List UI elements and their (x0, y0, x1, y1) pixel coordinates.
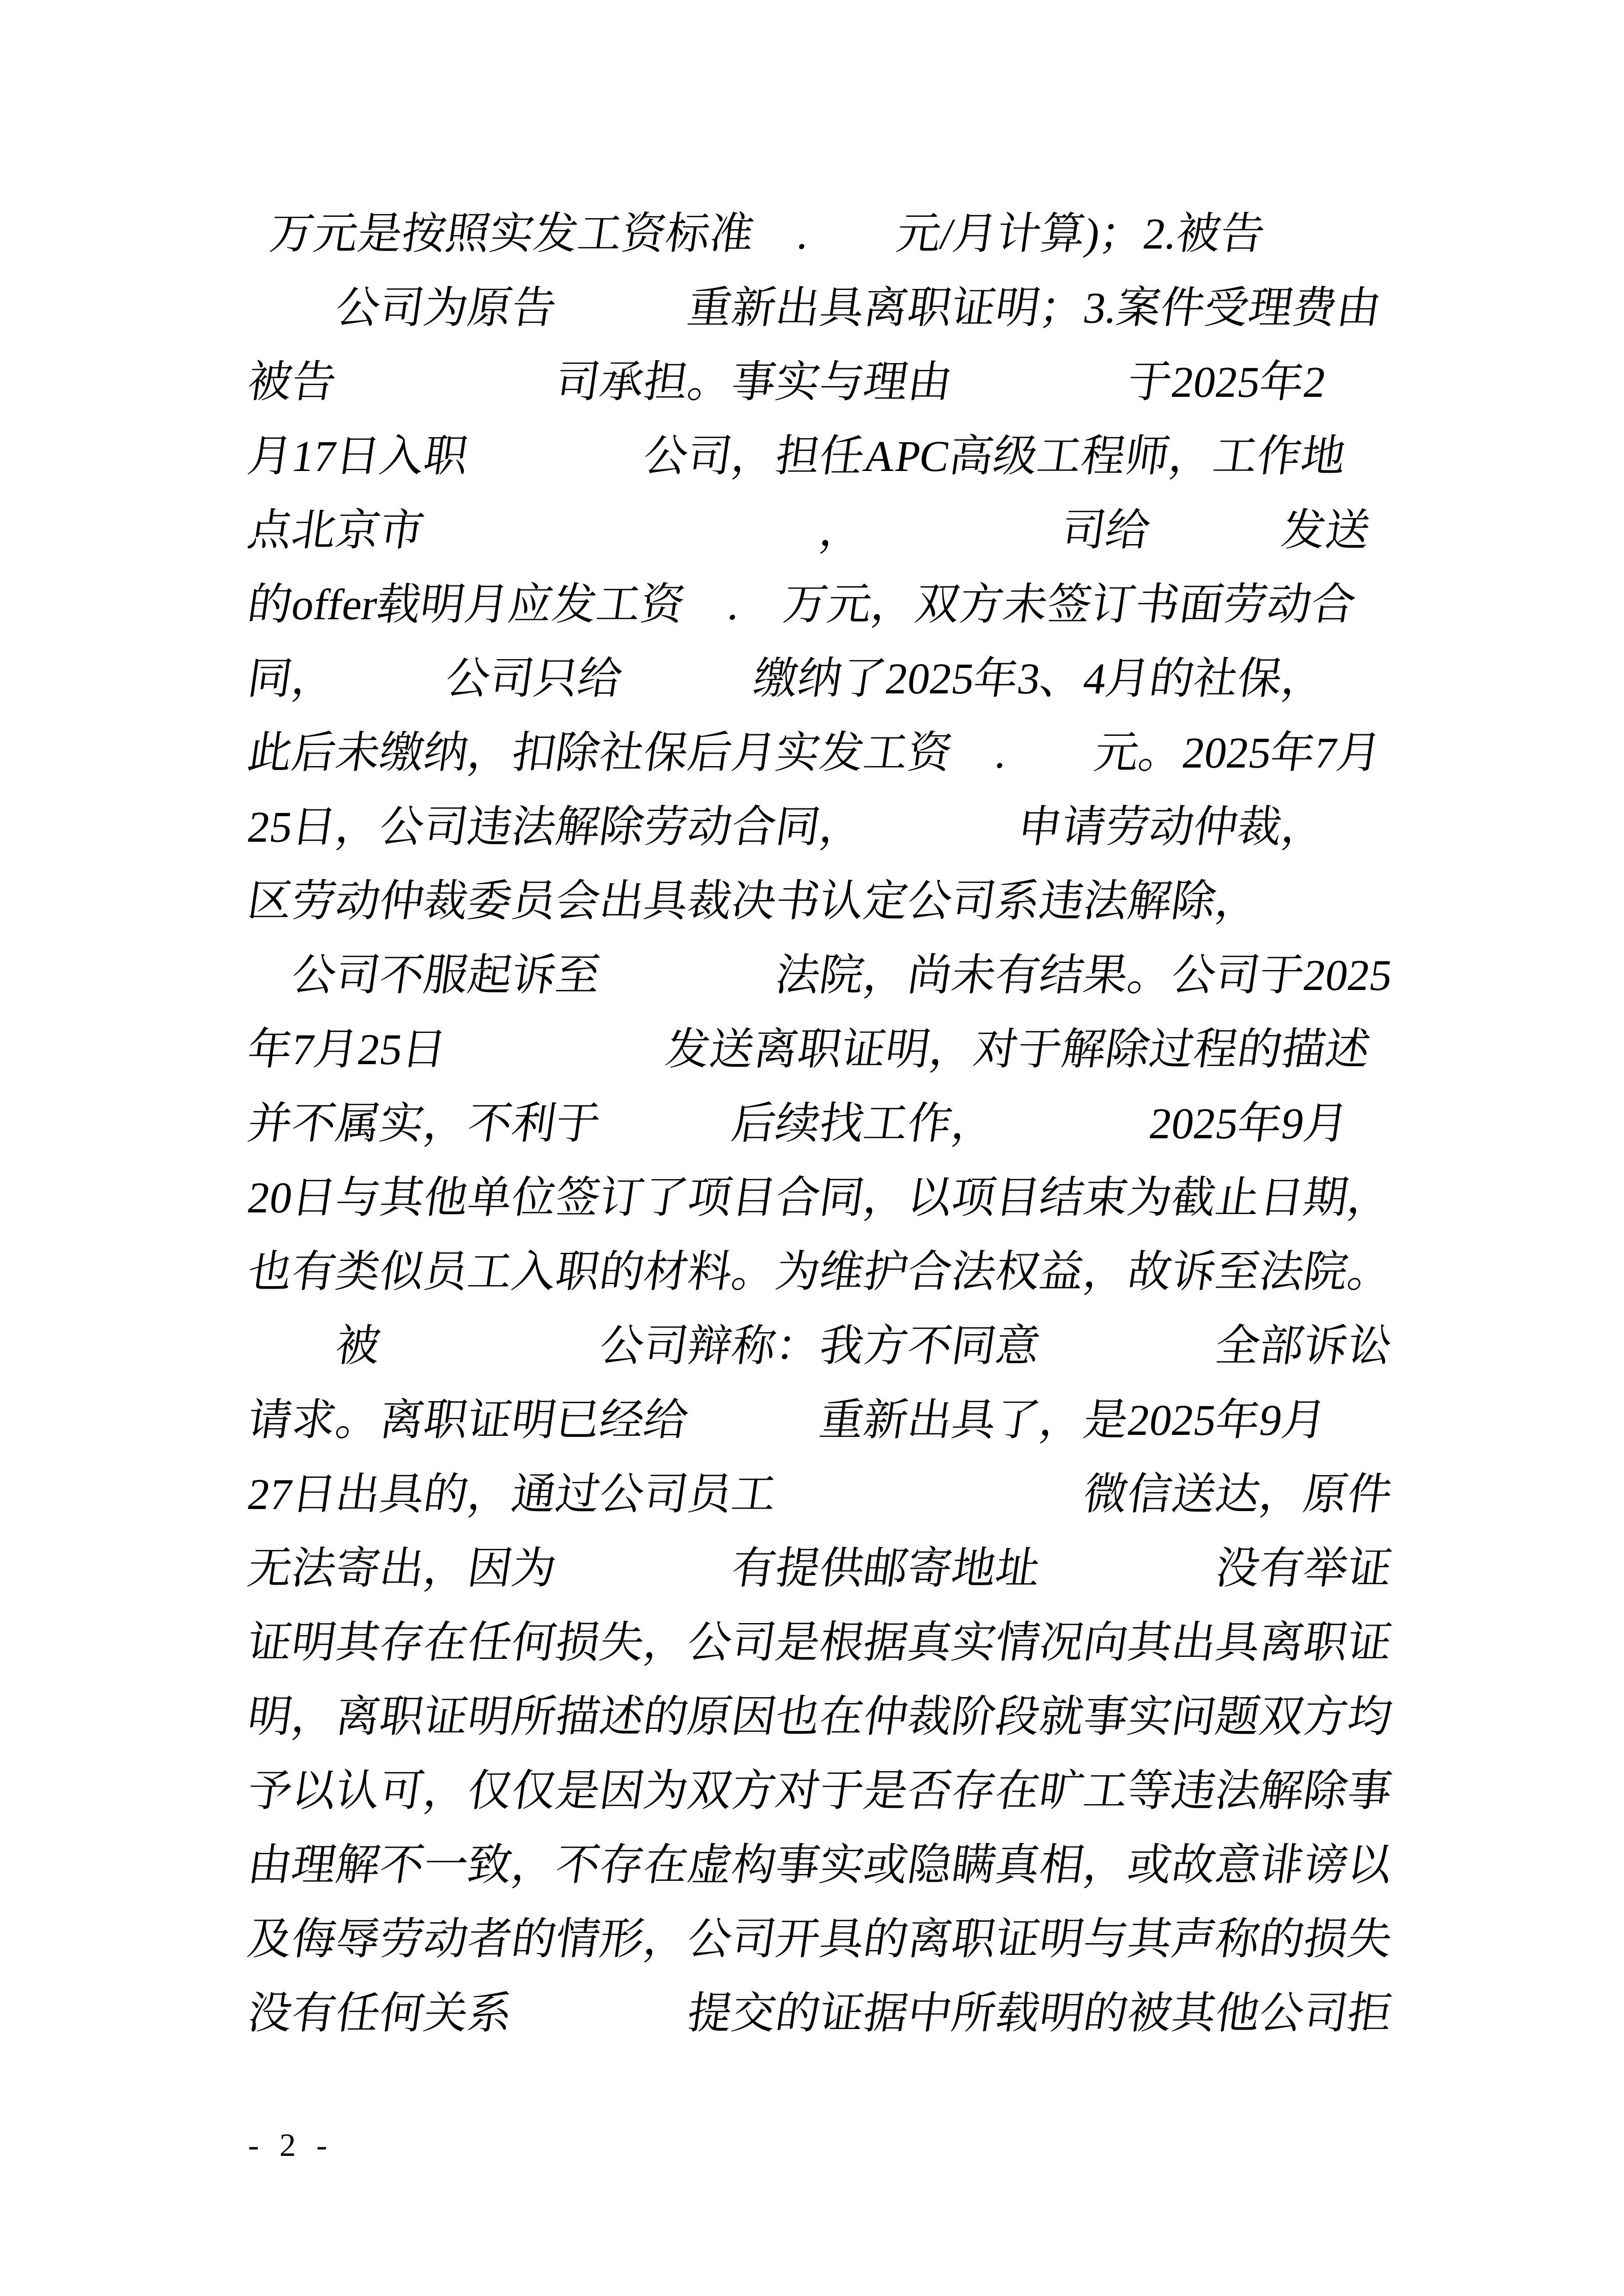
document-line: 及侮辱劳动者的情形，公司开具的离职证明与其声称的损失 (244, 1915, 1395, 1964)
page-number-footer: - 2 - (248, 2127, 333, 2163)
document-line: 请求。离职证明已经给 重新出具了，是2025年9月 (244, 1395, 1329, 1445)
document-line: 没有任何关系 提交的证据中所载明的被其他公司拒 (244, 1989, 1395, 2038)
document-line: 无法寄出，因为 有提供邮寄地址 没有举证 (244, 1544, 1395, 1593)
document-line: 万元是按照实发工资标准 . 元/月计算)；2.被告 (244, 209, 1269, 258)
text-block (244, 197, 1425, 2051)
document-line: 年7月25日 发送离职证明，对于解除过程的描述 (244, 1025, 1373, 1074)
document-line: 被告 司承担。事实与理由 于2025年2 (244, 357, 1329, 407)
document-line: 明，离职证明所描述的原因也在仲裁阶段就事实问题双方均 (244, 1692, 1395, 1741)
document-line: 点北京市 ， 司给 发送 (244, 506, 1373, 555)
document-line: 20日与其他单位签订了项目合同，以项目结束为截止日期， (244, 1173, 1395, 1222)
document-line: 的offer载明月应发工资 . 万元，双方未签订书面劳动合 (244, 580, 1359, 629)
document-line: 由理解不一致，不存在虚构事实或隐瞒真相，或故意诽谤以 (244, 1840, 1395, 1889)
document-line: 区劳动仲裁委员会出具裁决书认定公司系违法解除， (244, 876, 1263, 926)
document-line: 也有类似员工入职的材料。为维护合法权益，故诉至法院。 (244, 1247, 1395, 1296)
document-line: 27日出具的，通过公司员工 微信送达，原件 (244, 1470, 1395, 1519)
document-line: 月17日入职 公司，担任APC高级工程师，工作地 (244, 432, 1349, 481)
document-line: 证明其存在任何损失，公司是根据真实情况向其出具离职证 (244, 1618, 1395, 1667)
document-line: 同， 公司只给 缴纳了2025年3、4月的社保， (244, 654, 1329, 703)
document-line: 公司为原告 重新出具离职证明；3.案件受理费由 (244, 283, 1385, 332)
document-line: 此后未缴纳，扣除社保后月实发工资 . 元。2025年7月 (244, 728, 1385, 777)
document-line: 被 公司辩称：我方不同意 全部诉讼 (244, 1321, 1395, 1370)
document-line: 予以认可，仅仅是因为双方对于是否存在旷工等违法解除事 (244, 1766, 1395, 1815)
document-line: 并不属实，不利于 后续找工作， 2025年9月 (244, 1099, 1351, 1148)
document-line: 25日，公司违法解除劳动合同， 申请劳动仲裁， (244, 802, 1329, 851)
document-line: 公司不服起诉至 法院，尚未有结果。公司于2025 (244, 951, 1395, 1000)
